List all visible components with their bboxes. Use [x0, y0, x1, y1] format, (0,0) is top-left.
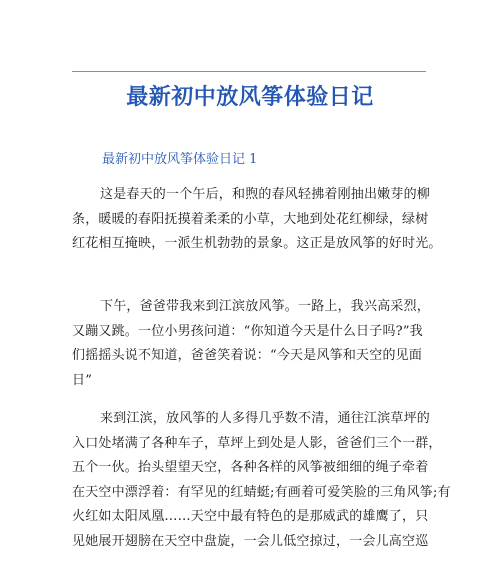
paragraph-line: 在天空中漂浮着：有罕见的红蜻蜓;有画着可爱笑脸的三角风筝;有: [72, 484, 451, 500]
paragraph-line: 这是春天的一个午后，和煦的春风轻拂着刚抽出嫩芽的柳: [100, 187, 431, 202]
document-title: 最新初中放风筝体验日记: [126, 85, 374, 110]
paragraph-line: 火红如太阳凤凰……天空中最有特色的是那威武的雄鹰了，只: [72, 509, 429, 524]
paragraph-line: 红花相互掩映，一派生机勃勃的景象。这正是放风筝的好时光。: [72, 236, 442, 251]
section-heading: 最新初中放风筝体验日记 1: [102, 152, 258, 167]
paragraph-line: 下午，爸爸带我来到江滨放风筝。一路上，我兴高采烈，: [100, 299, 431, 314]
paragraph-1: [72, 183, 457, 257]
paragraph-line: 五个一伙。抬头望望天空，各种各样的风筝被细细的绳子牵着: [72, 460, 429, 475]
paragraph-line: 条，暖暖的春阳抚摸着柔柔的小草，大地到处花红柳绿，绿树: [72, 211, 429, 227]
paragraph-line: 又蹦又跳。一位小男孩问道：“你知道今天是什么日子吗?”我: [72, 323, 423, 339]
header-divider: [72, 71, 426, 72]
paragraph-line: 见她展开翅膀在天空中盘旋，一会儿低空掠过，一会儿高空巡: [72, 533, 429, 549]
paragraph-3: [72, 407, 457, 554]
paragraph-2: [72, 295, 457, 393]
paragraph-line: 日”: [72, 372, 93, 388]
paragraph-line: 来到江滨，放风筝的人多得几乎数不清，通往江滨草坪的: [100, 411, 431, 426]
paragraph-line: 入口处堵满了各种车子，草坪上到处是人影，爸爸们三个一群，: [72, 435, 442, 451]
paragraph-line: 们摇摇头说不知道，爸爸笑着说：“今天是风筝和天空的见面: [72, 348, 423, 363]
